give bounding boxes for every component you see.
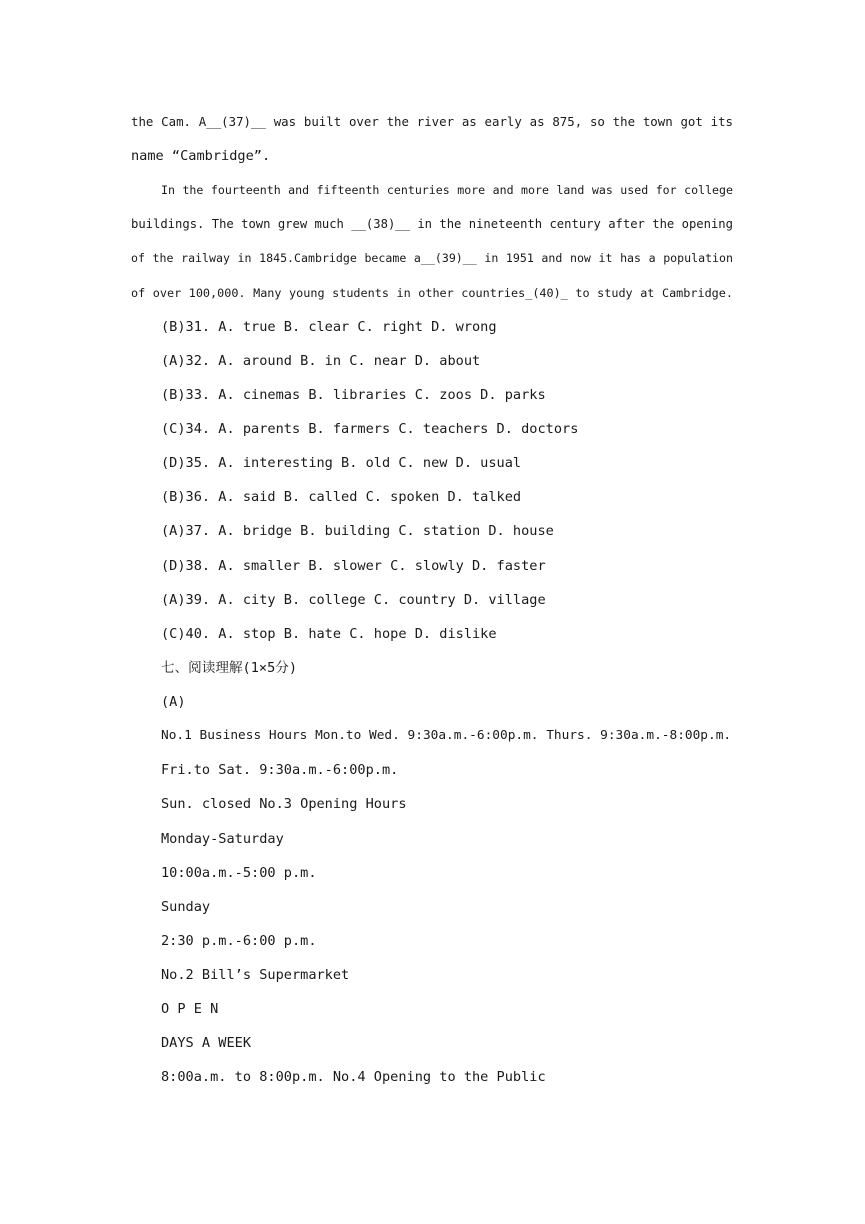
paragraph-2-line-4: of over 100,000. Many young students in other countries_(40)_ to study at Cambridge. (131, 286, 733, 300)
answer-line: (B)31. A. true B. clear C. right D. wrong (161, 319, 497, 335)
notice-line: 2:30 p.m.-6:00 p.m. (161, 933, 317, 949)
notice-line: No.1 Business Hours Mon.to Wed. 9:30a.m.-6:00p.m. Thurs. 9:30a.m.-8:00p.m. (161, 728, 732, 743)
answer-line: (A)32. A. around B. in C. near D. about (161, 353, 481, 369)
notice-line: Monday-Saturday (161, 831, 284, 847)
answer-line: (C)34. A. parents B. farmers C. teachers D. doctors (161, 421, 579, 437)
paragraph-2-line-1: In the fourteenth and fifteenth centuries more and more land was used for college (161, 183, 733, 197)
notice-line: Fri.to Sat. 9:30a.m.-6:00p.m. (161, 762, 399, 778)
passage-label: (A) (161, 694, 186, 710)
section-heading: 七、阅读理解(1×5分) (161, 660, 298, 676)
paragraph-1-line-1: the Cam. A__(37)__ was built over the river as early as 875, so the town got its (131, 114, 733, 129)
answer-line: (D)35. A. interesting B. old C. new D. usual (161, 455, 522, 471)
answer-line: (D)38. A. smaller B. slower C. slowly D. faster (161, 558, 546, 574)
notice-line: No.2 Bill’s Supermarket (161, 967, 350, 983)
answer-line: (B)36. A. said B. called C. spoken D. talked (161, 489, 522, 505)
notice-line: 10:00a.m.-5:00 p.m. (161, 865, 317, 881)
notice-line: 8:00a.m. to 8:00p.m. No.4 Opening to the Public (161, 1069, 546, 1085)
notice-line: Sunday (161, 899, 211, 915)
paragraph-1-line-2: name “Cambridge”. (131, 148, 271, 164)
answer-line: (A)37. A. bridge B. building C. station D. house (161, 523, 554, 539)
answer-line: (C)40. A. stop B. hate C. hope D. dislike (161, 626, 497, 642)
paragraph-2-line-3: of the railway in 1845.Cambridge became a__(39)__ in 1951 and now it has a population (131, 251, 733, 265)
answer-line: (B)33. A. cinemas B. libraries C. zoos D. parks (161, 387, 546, 403)
notice-line: O P E N (161, 1001, 219, 1017)
notice-line: Sun. closed No.3 Opening Hours (161, 796, 407, 812)
paragraph-2-line-2: buildings. The town grew much __(38)__ in the nineteenth century after the opening (131, 217, 733, 231)
notice-line: DAYS A WEEK (161, 1035, 252, 1051)
answer-line: (A)39. A. city B. college C. country D. village (161, 592, 546, 608)
